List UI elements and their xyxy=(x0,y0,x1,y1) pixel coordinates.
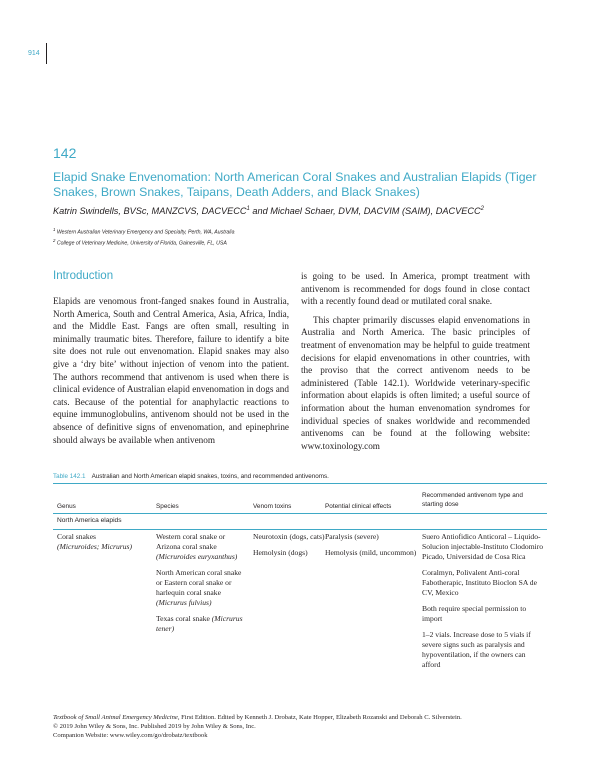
antivenom-item: 1–2 vials. Increase dose to 5 vials if severe signs such as paralysis and hypoventilation, if the owners can afford xyxy=(422,630,531,669)
introduction-heading: Introduction xyxy=(53,270,114,282)
table-header-genus: Genus xyxy=(57,503,76,510)
antivenom-item: Coralmyn, Polivalent Anti-coral Fabotherapic, Instituto Bioclon SA de CV, Mexico xyxy=(422,568,537,597)
species-item: Texas coral snake (Micrurus tener) xyxy=(156,614,243,633)
table-section-north-america: North America elapids xyxy=(57,517,122,524)
affiliation-2: $^2$ College of Veterinary Medicine, University of Florida, Gainesville, FL, USA xyxy=(53,238,227,247)
table-top-rule xyxy=(53,483,547,484)
table-header-venom-toxins: Venom toxins xyxy=(253,503,292,510)
clinical-item: Hemolysis (mild, uncommon) xyxy=(325,548,417,557)
table-cell-species xyxy=(156,532,248,640)
species-item: Western coral snake or Arizona coral snake (Micruroides euryxanthus) xyxy=(156,532,238,561)
genus-name: Coral snakes xyxy=(57,532,97,541)
antivenom-item: Suero Antiofidico Anticoral – Liquido- Solucion injectable-Instituto Clodomiro Picado, Universidad de Cosa Rica xyxy=(422,532,544,561)
intro-paragraph-2: This chapter primarily discusses elapid envenomations in Australia and North America. The basic principles of treatment of envenomation may be helpful to guide treatment decisions for elapid envenomations in other countries, with the proviso that the correct antivenom needs to be administered (Table 142.1). Worldwide veterinary-specific information about elapids is often limited; a useful source of information about the human envenomation syndromes for individual species of snakes worldwide and recommended antivenoms can be found at the following website: www.toxinology.com xyxy=(301,314,530,451)
species-item: North American coral snake or Eastern coral snake or harlequin coral snake (Micrurus fulvius) xyxy=(156,568,242,607)
antivenom-item: Both require special permission to import xyxy=(422,604,527,623)
page-number: 914 xyxy=(28,50,40,57)
table-section-rule xyxy=(53,529,547,530)
table-label: Table 142.1 xyxy=(53,473,86,480)
clinical-item: Paralysis (severe) xyxy=(325,532,379,541)
footer-companion-website: Companion Website: www.wiley.com/go/drobatz/textbook xyxy=(53,732,208,739)
author-2: and Michael Schaer, DVM, DACVIM (SAIM), DACVECC xyxy=(249,206,481,217)
body-column-left xyxy=(53,295,289,446)
footer-citation: Textbook of Small Animal Emergency Medicine, First Edition. Edited by Kenneth J. Drobatz, Kate Hopper, Elizabeth Rozanski and Deborah C. Silverstein. xyxy=(53,714,462,721)
table-caption-text: Australian and North American elapid snakes, toxins, and recommended antivenoms. xyxy=(91,473,329,480)
author-2-affiliation-mark: 2 xyxy=(480,206,484,212)
table-header-species: Species xyxy=(156,503,179,510)
table-cell-clinical-effects xyxy=(325,532,417,564)
table-caption xyxy=(53,473,329,480)
chapter-title: Elapid Snake Envenomation: North American Coral Snakes and Australian Elapids (Tiger Snakes, Brown Snakes, Taipans, Death Adders, and Black Snakes) xyxy=(53,170,537,199)
chapter-authors xyxy=(53,206,484,216)
table-header-rule xyxy=(53,513,547,514)
author-1-affiliation-mark: 1 xyxy=(246,206,250,212)
table-header-clinical-effects: Potential clinical effects xyxy=(325,503,392,510)
genus-latin: (Micruroides; Micrurus) xyxy=(57,542,133,551)
table-header-recommended-antivenom: Recommended antivenom type and starting dose xyxy=(422,492,523,508)
footer-book-title: Textbook of Small Animal Emergency Medicine xyxy=(53,714,178,721)
affiliation-1: $^1$ Western Australian Veterinary Emergency and Specialty, Perth, WA, Australia xyxy=(53,227,235,236)
table-cell-genus xyxy=(57,532,152,552)
page-number-rule xyxy=(46,43,47,64)
venom-item: Neurotoxin (dogs, cats) xyxy=(253,532,325,541)
chapter-number: 142 xyxy=(53,145,77,161)
author-1: Katrin Swindells, BVSc, MANZCVS, DACVECC xyxy=(53,206,247,217)
table-cell-venom-toxins xyxy=(253,532,325,564)
page-footer xyxy=(53,713,553,740)
intro-paragraph-1: Elapids are venomous front-fanged snakes found in Australia, North America, South and Central America, Asia, Africa, India, and the Middle East. Fangs are often small, resulting in minimally traumatic bites. Therefore, failure to identify a bite site does not rule out envenomation. Elapid snakes may also give a ‘dry bite’ without injection of venom into the patient. The authors recommend that antivenom is used when there is clinical evidence of Australian elapid envenomation in dogs and cats. Because of the potential for anaphylactic reactions to equine immunoglobulins, antivenom should not be used in the absence of definitive signs of envenomation, and epinephrine should always be available when antivenom xyxy=(53,296,289,445)
venom-item: Hemolysin (dogs) xyxy=(253,548,308,557)
body-column-right xyxy=(301,270,530,452)
intro-paragraph-1-continued: is going to be used. In America, prompt treatment with antivenom is recommended for dogs found in close contact with a recently found dead or mutilated coral snake. xyxy=(301,271,530,307)
table-cell-recommended-antivenom xyxy=(422,532,544,676)
footer-copyright: © 2019 John Wiley & Sons, Inc. Published 2019 by John Wiley & Sons, Inc. xyxy=(53,723,256,730)
